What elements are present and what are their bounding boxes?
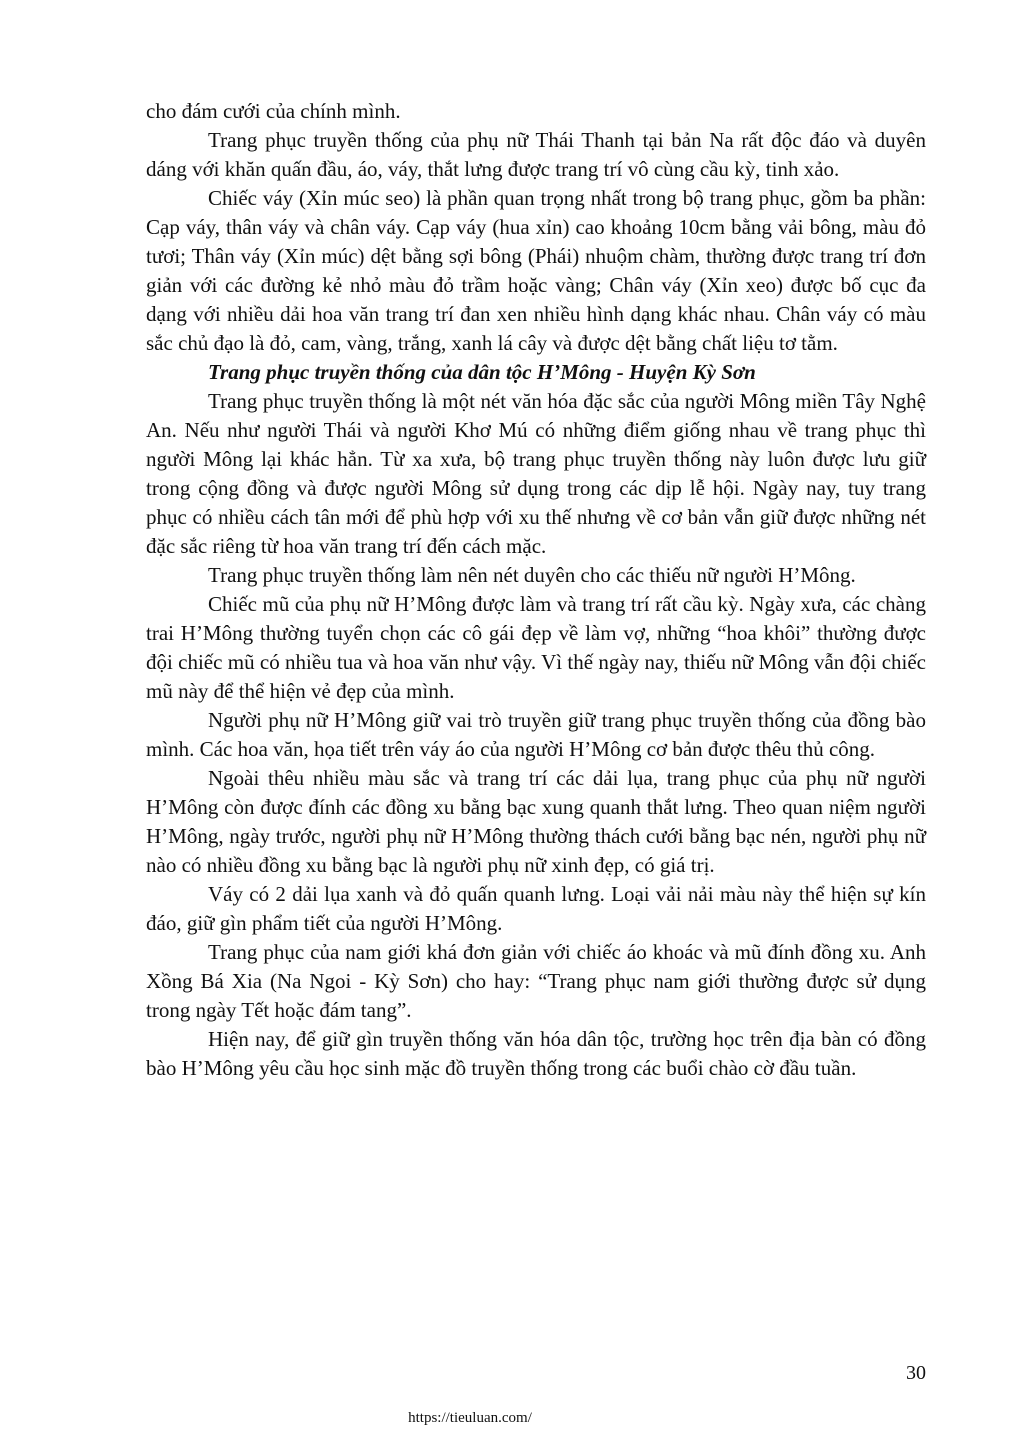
footer-url[interactable]: https://tieuluan.com/: [408, 1410, 532, 1426]
paragraph: Trang phục của nam giới khá đơn giản với chiếc áo khoác và mũ đính đồng xu. Anh Xồng Bá Xia (Na Ngoi - Kỳ Sơn) cho hay: “Trang phục nam giới thường được sử dụng trong ngày Tết hoặc đám tang”.: [146, 940, 926, 1022]
paragraph-continuation: cho đám cưới của chính mình.: [146, 99, 401, 123]
paragraph: Trang phục truyền thống của phụ nữ Thái Thanh tại bản Na rất độc đáo và duyên dáng với khăn quấn đầu, áo, váy, thắt lưng được trang trí vô cùng cầu kỳ, tinh xảo.: [146, 128, 926, 181]
page-body: [146, 97, 926, 1083]
page-number: 30: [906, 1362, 926, 1384]
paragraph: Trang phục truyền thống làm nên nét duyên cho các thiếu nữ người H’Mông.: [208, 563, 856, 587]
section-heading: Trang phục truyền thống của dân tộc H’Mông - Huyện Kỳ Sơn: [208, 360, 756, 384]
paragraph: Người phụ nữ H’Mông giữ vai trò truyền giữ trang phục truyền thống của đồng bào mình. Các hoa văn, họa tiết trên váy áo của người H’Mông cơ bản được thêu thủ công.: [146, 708, 926, 761]
paragraph: Chiếc váy (Xỉn múc seo) là phần quan trọng nhất trong bộ trang phục, gồm ba phần: Cạp váy, thân váy và chân váy. Cạp váy (hua xỉn) cao khoảng 10cm bằng vải bông, màu đỏ tươi; Thân váy (Xỉn múc) dệt bằng sợi bông (Phái) nhuộm chàm, thường được trang trí đơn giản với các đường kẻ nhỏ màu đỏ trầm hoặc vàng; Chân váy (Xỉn xeo) được bố cục đa dạng với nhiều dải hoa văn trang trí đan xen nhiều hình dạng khác nhau. Chân váy có màu sắc chủ đạo là đỏ, cam, vàng, trắng, xanh lá cây và được dệt bằng chất liệu tơ tằm.: [146, 186, 926, 355]
paragraph: Chiếc mũ của phụ nữ H’Mông được làm và trang trí rất cầu kỳ. Ngày xưa, các chàng trai H’Mông thường tuyển chọn các cô gái đẹp về làm vợ, những “hoa khôi” thường được đội chiếc mũ có nhiều tua và hoa văn như vậy. Vì thế ngày nay, thiếu nữ Mông vẫn đội chiếc mũ này để thể hiện vẻ đẹp của mình.: [146, 592, 926, 703]
paragraph: Ngoài thêu nhiều màu sắc và trang trí các dải lụa, trang phục của phụ nữ người H’Mông còn được đính các đồng xu bằng bạc xung quanh thắt lưng. Theo quan niệm người H’Mông, ngày trước, người phụ nữ H’Mông thường thách cưới bằng bạc nén, người phụ nữ nào có nhiều đồng xu bằng bạc là người phụ nữ xinh đẹp, có giá trị.: [146, 766, 926, 877]
paragraph: Hiện nay, để giữ gìn truyền thống văn hóa dân tộc, trường học trên địa bàn có đồng bào H’Mông yêu cầu học sinh mặc đồ truyền thống trong các buổi chào cờ đầu tuần.: [146, 1027, 926, 1080]
paragraph: Trang phục truyền thống là một nét văn hóa đặc sắc của người Mông miền Tây Nghệ An. Nếu như người Thái và người Khơ Mú có những điểm giống nhau về trang phục thì người Mông lại khác hẳn. Từ xa xưa, bộ trang phục truyền thống này luôn được lưu giữ trong cộng đồng và được người Mông sử dụng trong các dịp lễ hội. Ngày nay, tuy trang phục có nhiều cách tân mới để phù hợp với xu thế nhưng về cơ bản vẫn giữ được những nét đặc sắc riêng từ hoa văn trang trí đến cách mặc.: [146, 389, 926, 558]
paragraph: Váy có 2 dải lụa xanh và đỏ quấn quanh lưng. Loại vải nải màu này thể hiện sự kín đáo, giữ gìn phẩm tiết của người H’Mông.: [146, 882, 926, 935]
